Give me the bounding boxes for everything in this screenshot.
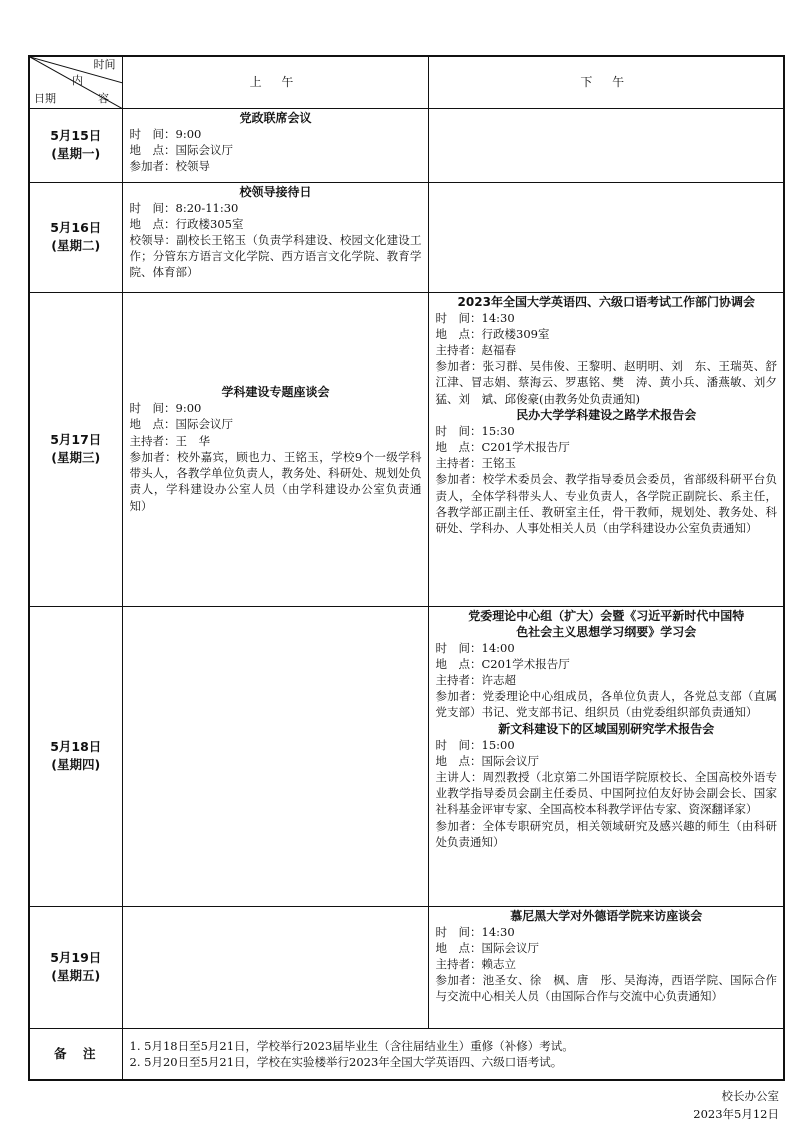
weekday-label: (星期五) — [51, 968, 101, 983]
am-cell — [122, 108, 428, 182]
event-host: 主持者：王铭玉 — [435, 456, 516, 471]
pm-cell-empty — [428, 182, 784, 292]
issuing-office: 校长办公室 — [721, 1089, 779, 1103]
day-row — [29, 108, 784, 182]
am-cell-empty — [122, 606, 428, 906]
date-label: 5月17日 — [50, 432, 102, 447]
event-attendees: 参加者：全体专职研究员，相关领域研究及感兴趣的师生（由科研处负责通知） — [435, 818, 777, 849]
corner-header-cell — [29, 56, 122, 108]
event-speaker: 主讲人：周烈教授（北京第二外国语学院原校长、全国高校外语专业教学指导委员会副主任委员、中国阿拉伯友好协会副会长、国家社科基金评审专家、全国高校本科教学评估专家、资深翻译家） — [435, 769, 777, 817]
am-cell — [122, 182, 428, 292]
pm-cell — [428, 292, 784, 606]
event-title: 党委理论中心组（扩大）会暨《习近平新时代中国特色社会主义思想学习纲要》学习会 — [468, 608, 745, 639]
remarks-label: 备 注 — [29, 1028, 122, 1080]
pm-cell-empty — [428, 108, 784, 182]
weekday-label: (星期四) — [51, 757, 101, 772]
day-row — [29, 906, 784, 1028]
event-location: 地 点：国际会议厅 — [129, 142, 233, 157]
event-location: 地 点：行政楼305室 — [129, 216, 244, 231]
date-cell — [29, 606, 122, 906]
event-time: 时 间：15:30 — [435, 423, 515, 438]
event-time: 时 间：14:00 — [435, 640, 515, 655]
event-time: 时 间：9:00 — [129, 126, 202, 141]
event-attendees: 参加者：党委理论中心组成员，各单位负责人，各党总支部（直属党支部）书记、党支部书记、组织员（由党委组织部负责通知） — [435, 689, 777, 720]
event-attendees: 参加者：校学术委员会、教学指导委员会委员，省部级科研平台负责人，全体学科带头人、专业负责人，各学院正副院长、系主任，各教学部正副主任、教研室主任，骨干教师，规划处、教务处、科研处、学科办、人事处相关人员（由学科建设办公室负责通知） — [435, 472, 777, 535]
date-cell — [29, 906, 122, 1028]
event-title: 学科建设专题座谈会 — [221, 385, 330, 400]
event-host: 主持者：王 华 — [129, 433, 210, 448]
event-host: 主持者：赖志立 — [435, 956, 516, 971]
day-row — [29, 606, 784, 906]
event-attendees: 参加者：校外嘉宾，顾也力、王铭玉，学校9个一级学科带头人，各教学单位负责人，教务处、科研处、规划处负责人，学科建设办公室人员（由学科建设办公室负责通知） — [129, 449, 422, 513]
weekday-label: (星期二) — [51, 238, 101, 253]
event-host: 主持者：赵福春 — [435, 342, 516, 357]
date-cell — [29, 182, 122, 292]
event-location: 地 点：行政楼309室 — [435, 326, 550, 341]
event-title: 校领导接待日 — [239, 184, 312, 199]
event-title: 新文科建设下的区域国别研究学术报告会 — [498, 721, 715, 736]
event-title: 慕尼黑大学对外德语学院来访座谈会 — [510, 908, 703, 923]
event-title: 2023年全国大学英语四、六级口语考试工作部门协调会 — [457, 294, 755, 309]
am-cell-empty — [122, 906, 428, 1028]
date-label: 5月19日 — [50, 950, 102, 965]
weekday-label: (星期一) — [51, 146, 101, 161]
header-row — [29, 56, 784, 108]
date-cell — [29, 292, 122, 606]
day-row — [29, 182, 784, 292]
remark-item: 2. 5月20日至5月21日，学校在实验楼举行2023年全国大学英语四、六级口语考试。 — [129, 1054, 563, 1069]
date-label: 5月16日 — [50, 220, 102, 235]
event-attendees: 参加者：校领导 — [129, 158, 210, 173]
day-row — [29, 292, 784, 606]
event-time: 时 间：15:00 — [435, 737, 515, 752]
remarks-cell — [122, 1028, 784, 1080]
corner-content-label-a: 内 — [72, 74, 83, 87]
event-title: 党政联席会议 — [239, 110, 312, 125]
remarks-row — [29, 1028, 784, 1080]
event-title: 民办大学学科建设之路学术报告会 — [516, 407, 697, 422]
event-location: 地 点：国际会议厅 — [435, 753, 539, 768]
schedule-table — [28, 55, 785, 1081]
event-location: 地 点：C201学术报告厅 — [435, 439, 570, 454]
event-attendees: 参加者：池圣女、徐 枫、唐 彤、吴海涛，西语学院、国际合作与交流中心相关人员（由国际合作与交流中心负责通知） — [435, 973, 777, 1004]
date-label: 5月15日 — [50, 128, 102, 143]
event-location: 地 点：国际会议厅 — [129, 417, 233, 432]
weekday-label: (星期三) — [51, 450, 101, 465]
pm-cell — [428, 906, 784, 1028]
event-time: 时 间：14:30 — [435, 310, 515, 325]
event-attendees: 参加者：张习群、吴伟俊、王黎明、赵明明、刘 东、王瑞英、舒江津、冒志娟、蔡海云、罗惠铭、樊 涛、黄小兵、潘燕敏、刘夕猛、刘 斌、邱俊豪(由教务处负责通知) — [435, 359, 777, 406]
event-host: 主持者：许志超 — [435, 672, 516, 687]
corner-time-label: 时间 — [93, 58, 116, 71]
event-location: 地 点：国际会议厅 — [435, 940, 539, 955]
date-label: 5月18日 — [50, 739, 102, 754]
pm-cell — [428, 606, 784, 906]
corner-content-label-b: 容 — [98, 92, 109, 105]
am-cell — [122, 292, 428, 606]
event-time: 时 间：9:00 — [129, 401, 202, 416]
pm-column-header: 下 午 — [428, 56, 784, 108]
date-cell — [29, 108, 122, 182]
event-time: 时 间：8:20-11:30 — [129, 200, 239, 215]
event-location: 地 点：C201学术报告厅 — [435, 656, 570, 671]
issue-date: 2023年5月12日 — [693, 1107, 779, 1121]
event-time: 时 间：14:30 — [435, 924, 515, 939]
am-column-header: 上 午 — [122, 56, 428, 108]
remark-item: 1. 5月18日至5月21日，学校举行2023届毕业生（含往届结业生）重修（补修）考试。 — [129, 1038, 574, 1053]
corner-date-label: 日期 — [34, 92, 56, 105]
event-leader: 校领导：副校长王铭玉（负责学科建设、校园文化建设工作；分管东方语言文化学院、西方语言文化学院、教育学院、体育部） — [129, 232, 422, 280]
